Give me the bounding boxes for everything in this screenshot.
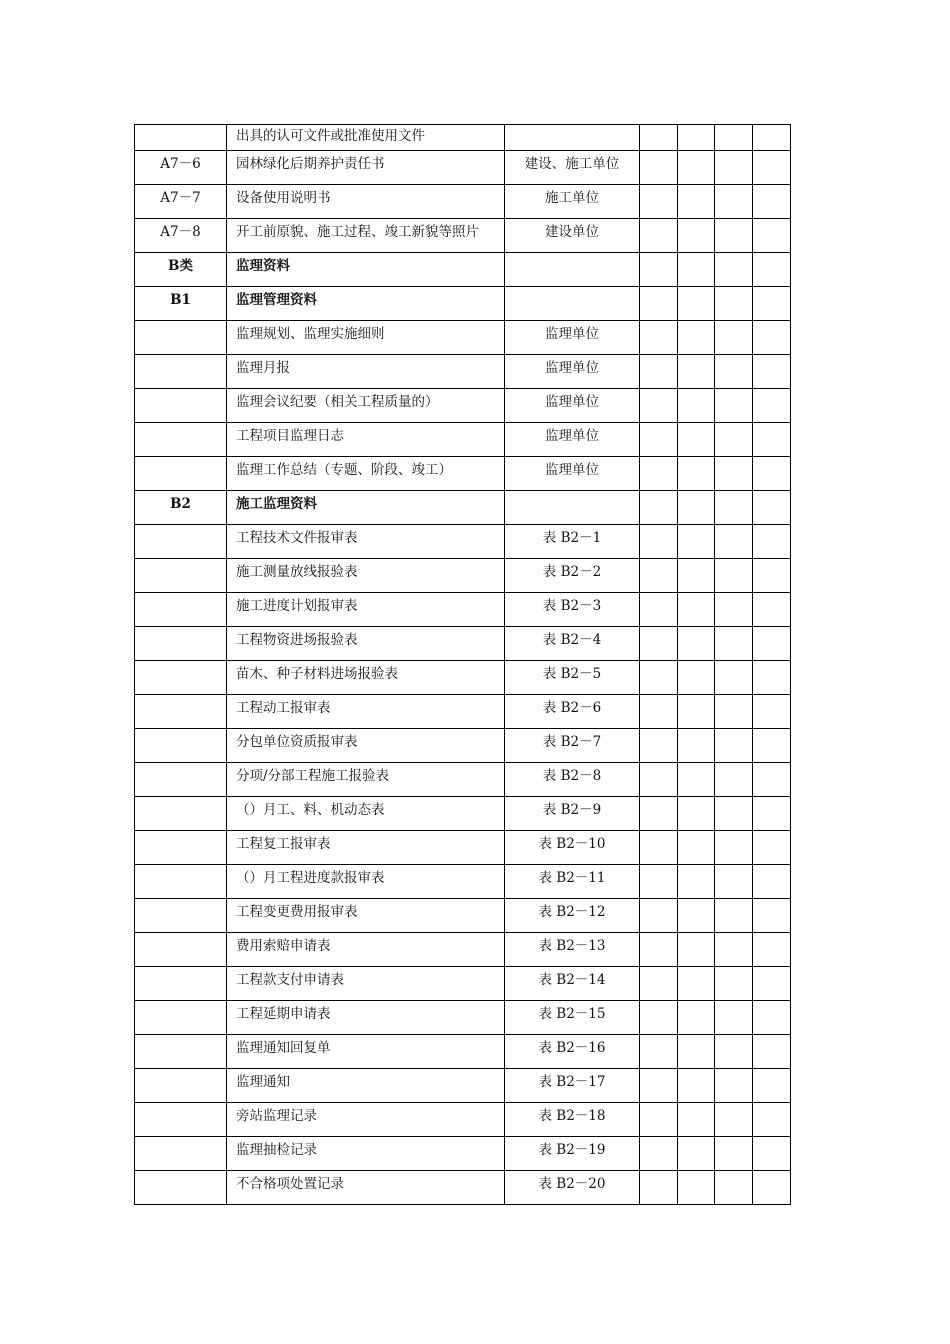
row-name-cell: 工程物资进场报验表 bbox=[227, 627, 505, 661]
row-blank-cell bbox=[715, 933, 753, 967]
row-unit-cell: 表 B2－15 bbox=[505, 1001, 640, 1035]
row-blank-cell bbox=[640, 185, 678, 219]
row-code-cell bbox=[135, 321, 227, 355]
row-name-cell: 工程变更费用报审表 bbox=[227, 899, 505, 933]
table-row bbox=[135, 287, 791, 321]
row-blank-cell bbox=[678, 729, 715, 763]
row-blank-cell bbox=[715, 253, 753, 287]
row-code-cell bbox=[135, 1171, 227, 1205]
table-row bbox=[135, 321, 791, 355]
row-unit-cell: 建设单位 bbox=[505, 219, 640, 253]
row-code-cell: A7－8 bbox=[135, 219, 227, 253]
row-code-cell: A7－7 bbox=[135, 185, 227, 219]
row-code-cell: B类 bbox=[135, 253, 227, 287]
row-blank-cell bbox=[753, 389, 791, 423]
row-blank-cell bbox=[678, 287, 715, 321]
table-row bbox=[135, 1001, 791, 1035]
row-blank-cell bbox=[715, 423, 753, 457]
row-blank-cell bbox=[715, 355, 753, 389]
row-unit-cell: 表 B2－17 bbox=[505, 1069, 640, 1103]
row-code-cell bbox=[135, 355, 227, 389]
row-name-cell: 监理管理资料 bbox=[227, 287, 505, 321]
row-name-cell: 施工进度计划报审表 bbox=[227, 593, 505, 627]
row-code-cell: B1 bbox=[135, 287, 227, 321]
row-unit-cell bbox=[505, 491, 640, 525]
row-code-cell bbox=[135, 729, 227, 763]
table-body bbox=[135, 125, 791, 1205]
row-name-cell: 工程延期申请表 bbox=[227, 1001, 505, 1035]
row-blank-cell bbox=[715, 967, 753, 1001]
row-blank-cell bbox=[678, 695, 715, 729]
row-blank-cell bbox=[715, 763, 753, 797]
row-blank-cell bbox=[753, 219, 791, 253]
row-name-cell: 监理抽检记录 bbox=[227, 1137, 505, 1171]
row-blank-cell bbox=[640, 831, 678, 865]
row-blank-cell bbox=[678, 423, 715, 457]
row-blank-cell bbox=[715, 1035, 753, 1069]
row-blank-cell bbox=[678, 1035, 715, 1069]
table-row bbox=[135, 457, 791, 491]
table-row bbox=[135, 1171, 791, 1205]
table-row bbox=[135, 627, 791, 661]
row-name-cell: 旁站监理记录 bbox=[227, 1103, 505, 1137]
table-row bbox=[135, 253, 791, 287]
row-code-cell bbox=[135, 661, 227, 695]
table-row bbox=[135, 797, 791, 831]
table-row bbox=[135, 491, 791, 525]
row-blank-cell bbox=[753, 967, 791, 1001]
row-blank-cell bbox=[715, 525, 753, 559]
row-unit-cell bbox=[505, 253, 640, 287]
row-blank-cell bbox=[715, 865, 753, 899]
row-blank-cell bbox=[678, 763, 715, 797]
table-row bbox=[135, 695, 791, 729]
row-blank-cell bbox=[715, 797, 753, 831]
row-blank-cell bbox=[640, 1171, 678, 1205]
table-row bbox=[135, 185, 791, 219]
table-row bbox=[135, 865, 791, 899]
row-blank-cell bbox=[753, 661, 791, 695]
row-name-cell: 苗木、种子材料进场报验表 bbox=[227, 661, 505, 695]
row-name-cell: 工程技术文件报审表 bbox=[227, 525, 505, 559]
row-code-cell bbox=[135, 933, 227, 967]
row-blank-cell bbox=[753, 1069, 791, 1103]
row-blank-cell bbox=[678, 525, 715, 559]
row-blank-cell bbox=[678, 1069, 715, 1103]
row-code-cell bbox=[135, 457, 227, 491]
table-row bbox=[135, 151, 791, 185]
row-blank-cell bbox=[640, 593, 678, 627]
table-row bbox=[135, 423, 791, 457]
row-name-cell: 监理规划、监理实施细则 bbox=[227, 321, 505, 355]
table-row bbox=[135, 389, 791, 423]
row-blank-cell bbox=[715, 1137, 753, 1171]
row-blank-cell bbox=[753, 423, 791, 457]
row-blank-cell bbox=[715, 1001, 753, 1035]
row-blank-cell bbox=[715, 899, 753, 933]
row-name-cell: 施工监理资料 bbox=[227, 491, 505, 525]
row-unit-cell: 表 B2－16 bbox=[505, 1035, 640, 1069]
row-code-cell bbox=[135, 525, 227, 559]
row-code-cell bbox=[135, 1103, 227, 1137]
row-blank-cell bbox=[678, 797, 715, 831]
row-blank-cell bbox=[640, 525, 678, 559]
row-unit-cell: 表 B2－2 bbox=[505, 559, 640, 593]
row-blank-cell bbox=[753, 525, 791, 559]
row-blank-cell bbox=[678, 865, 715, 899]
row-name-cell: 监理资料 bbox=[227, 253, 505, 287]
row-blank-cell bbox=[678, 1137, 715, 1171]
table-row bbox=[135, 355, 791, 389]
row-blank-cell bbox=[753, 729, 791, 763]
table-row bbox=[135, 1137, 791, 1171]
row-blank-cell bbox=[678, 831, 715, 865]
row-blank-cell bbox=[678, 457, 715, 491]
row-code-cell bbox=[135, 1069, 227, 1103]
row-code-cell bbox=[135, 1137, 227, 1171]
row-code-cell bbox=[135, 627, 227, 661]
row-name-cell: 监理通知 bbox=[227, 1069, 505, 1103]
row-blank-cell bbox=[640, 899, 678, 933]
row-blank-cell bbox=[640, 355, 678, 389]
row-blank-cell bbox=[678, 151, 715, 185]
row-blank-cell bbox=[640, 389, 678, 423]
row-name-cell: 园林绿化后期养护责任书 bbox=[227, 151, 505, 185]
row-blank-cell bbox=[753, 1035, 791, 1069]
row-blank-cell bbox=[640, 627, 678, 661]
row-blank-cell bbox=[753, 253, 791, 287]
table-row bbox=[135, 967, 791, 1001]
row-code-cell bbox=[135, 899, 227, 933]
row-blank-cell bbox=[715, 1103, 753, 1137]
row-blank-cell bbox=[678, 967, 715, 1001]
row-unit-cell: 表 B2－14 bbox=[505, 967, 640, 1001]
row-name-cell: 监理会议纪要（相关工程质量的） bbox=[227, 389, 505, 423]
row-blank-cell bbox=[753, 695, 791, 729]
row-blank-cell bbox=[715, 1171, 753, 1205]
row-blank-cell bbox=[715, 151, 753, 185]
row-unit-cell: 表 B2－18 bbox=[505, 1103, 640, 1137]
row-blank-cell bbox=[678, 627, 715, 661]
row-blank-cell bbox=[715, 389, 753, 423]
row-blank-cell bbox=[715, 185, 753, 219]
row-blank-cell bbox=[715, 559, 753, 593]
row-blank-cell bbox=[640, 1137, 678, 1171]
row-blank-cell bbox=[678, 661, 715, 695]
table-row bbox=[135, 125, 791, 151]
table-row bbox=[135, 1103, 791, 1137]
row-name-cell: 监理工作总结（专题、阶段、竣工） bbox=[227, 457, 505, 491]
row-blank-cell bbox=[678, 355, 715, 389]
row-blank-cell bbox=[678, 125, 715, 151]
row-blank-cell bbox=[640, 491, 678, 525]
table-row bbox=[135, 661, 791, 695]
row-code-cell bbox=[135, 967, 227, 1001]
row-name-cell: 监理月报 bbox=[227, 355, 505, 389]
row-code-cell bbox=[135, 695, 227, 729]
row-code-cell bbox=[135, 593, 227, 627]
row-unit-cell: 表 B2－3 bbox=[505, 593, 640, 627]
row-blank-cell bbox=[715, 219, 753, 253]
row-blank-cell bbox=[753, 865, 791, 899]
table-row bbox=[135, 1035, 791, 1069]
row-code-cell bbox=[135, 865, 227, 899]
row-blank-cell bbox=[753, 763, 791, 797]
row-blank-cell bbox=[753, 593, 791, 627]
row-blank-cell bbox=[640, 695, 678, 729]
row-blank-cell bbox=[678, 389, 715, 423]
row-unit-cell: 表 B2－5 bbox=[505, 661, 640, 695]
row-name-cell: （）月工程进度款报审表 bbox=[227, 865, 505, 899]
row-blank-cell bbox=[715, 287, 753, 321]
row-name-cell: 不合格项处置记录 bbox=[227, 1171, 505, 1205]
row-blank-cell bbox=[715, 491, 753, 525]
row-blank-cell bbox=[715, 457, 753, 491]
row-blank-cell bbox=[678, 491, 715, 525]
row-code-cell bbox=[135, 423, 227, 457]
row-blank-cell bbox=[640, 1069, 678, 1103]
row-blank-cell bbox=[753, 491, 791, 525]
table-row bbox=[135, 1069, 791, 1103]
row-blank-cell bbox=[753, 1137, 791, 1171]
row-code-cell bbox=[135, 389, 227, 423]
row-unit-cell: 表 B2－8 bbox=[505, 763, 640, 797]
row-blank-cell bbox=[753, 151, 791, 185]
row-blank-cell bbox=[678, 1171, 715, 1205]
row-blank-cell bbox=[640, 219, 678, 253]
row-code-cell bbox=[135, 559, 227, 593]
row-blank-cell bbox=[753, 1171, 791, 1205]
table-row bbox=[135, 593, 791, 627]
row-blank-cell bbox=[640, 967, 678, 1001]
row-code-cell bbox=[135, 125, 227, 151]
row-unit-cell: 施工单位 bbox=[505, 185, 640, 219]
row-unit-cell: 监理单位 bbox=[505, 321, 640, 355]
row-blank-cell bbox=[715, 125, 753, 151]
row-blank-cell bbox=[715, 661, 753, 695]
row-name-cell: 监理通知回复单 bbox=[227, 1035, 505, 1069]
row-blank-cell bbox=[753, 125, 791, 151]
table-row bbox=[135, 559, 791, 593]
row-blank-cell bbox=[678, 1001, 715, 1035]
row-name-cell: 施工测量放线报验表 bbox=[227, 559, 505, 593]
row-blank-cell bbox=[753, 185, 791, 219]
row-unit-cell: 表 B2－1 bbox=[505, 525, 640, 559]
row-unit-cell: 监理单位 bbox=[505, 389, 640, 423]
row-unit-cell: 表 B2－6 bbox=[505, 695, 640, 729]
row-unit-cell: 监理单位 bbox=[505, 355, 640, 389]
row-unit-cell: 表 B2－13 bbox=[505, 933, 640, 967]
row-unit-cell: 表 B2－19 bbox=[505, 1137, 640, 1171]
row-blank-cell bbox=[640, 865, 678, 899]
row-name-cell: 工程复工报审表 bbox=[227, 831, 505, 865]
row-code-cell bbox=[135, 797, 227, 831]
row-unit-cell: 表 B2－9 bbox=[505, 797, 640, 831]
row-blank-cell bbox=[678, 253, 715, 287]
row-blank-cell bbox=[753, 287, 791, 321]
row-name-cell: 分包单位资质报审表 bbox=[227, 729, 505, 763]
row-unit-cell bbox=[505, 287, 640, 321]
row-blank-cell bbox=[640, 1103, 678, 1137]
row-blank-cell bbox=[640, 933, 678, 967]
row-name-cell: 工程动工报审表 bbox=[227, 695, 505, 729]
row-blank-cell bbox=[753, 1001, 791, 1035]
row-code-cell: A7－6 bbox=[135, 151, 227, 185]
row-blank-cell bbox=[640, 729, 678, 763]
row-blank-cell bbox=[715, 831, 753, 865]
row-unit-cell: 表 B2－7 bbox=[505, 729, 640, 763]
row-unit-cell: 监理单位 bbox=[505, 457, 640, 491]
row-blank-cell bbox=[640, 287, 678, 321]
row-blank-cell bbox=[640, 763, 678, 797]
row-name-cell: （）月工、料、机动态表 bbox=[227, 797, 505, 831]
row-blank-cell bbox=[753, 831, 791, 865]
table-row bbox=[135, 729, 791, 763]
row-blank-cell bbox=[715, 321, 753, 355]
row-blank-cell bbox=[640, 321, 678, 355]
table-row bbox=[135, 933, 791, 967]
row-blank-cell bbox=[753, 355, 791, 389]
row-blank-cell bbox=[753, 899, 791, 933]
row-name-cell: 设备使用说明书 bbox=[227, 185, 505, 219]
row-unit-cell: 表 B2－11 bbox=[505, 865, 640, 899]
row-unit-cell: 表 B2－4 bbox=[505, 627, 640, 661]
row-blank-cell bbox=[678, 219, 715, 253]
row-blank-cell bbox=[753, 1103, 791, 1137]
row-blank-cell bbox=[640, 253, 678, 287]
row-blank-cell bbox=[715, 593, 753, 627]
row-code-cell bbox=[135, 831, 227, 865]
row-blank-cell bbox=[640, 457, 678, 491]
row-name-cell: 出具的认可文件或批准使用文件 bbox=[227, 125, 505, 151]
row-blank-cell bbox=[640, 151, 678, 185]
row-unit-cell bbox=[505, 125, 640, 151]
row-blank-cell bbox=[678, 1103, 715, 1137]
row-blank-cell bbox=[753, 559, 791, 593]
row-unit-cell: 表 B2－10 bbox=[505, 831, 640, 865]
row-blank-cell bbox=[678, 321, 715, 355]
row-code-cell bbox=[135, 763, 227, 797]
archive-index-table bbox=[134, 124, 791, 1205]
row-unit-cell: 表 B2－20 bbox=[505, 1171, 640, 1205]
row-blank-cell bbox=[640, 559, 678, 593]
table-row bbox=[135, 219, 791, 253]
row-blank-cell bbox=[640, 1001, 678, 1035]
row-blank-cell bbox=[640, 423, 678, 457]
row-blank-cell bbox=[640, 125, 678, 151]
row-blank-cell bbox=[640, 797, 678, 831]
row-blank-cell bbox=[678, 593, 715, 627]
row-blank-cell bbox=[678, 559, 715, 593]
row-blank-cell bbox=[753, 457, 791, 491]
row-name-cell: 分项/分部工程施工报验表 bbox=[227, 763, 505, 797]
row-unit-cell: 建设、施工单位 bbox=[505, 151, 640, 185]
table-row bbox=[135, 899, 791, 933]
row-blank-cell bbox=[715, 729, 753, 763]
table-row bbox=[135, 763, 791, 797]
row-blank-cell bbox=[678, 933, 715, 967]
row-name-cell: 开工前原貌、施工过程、竣工新貌等照片 bbox=[227, 219, 505, 253]
row-blank-cell bbox=[640, 661, 678, 695]
row-blank-cell bbox=[753, 627, 791, 661]
row-name-cell: 费用索赔申请表 bbox=[227, 933, 505, 967]
row-blank-cell bbox=[715, 695, 753, 729]
row-blank-cell bbox=[678, 185, 715, 219]
row-blank-cell bbox=[715, 1069, 753, 1103]
row-name-cell: 工程项目监理日志 bbox=[227, 423, 505, 457]
table-row bbox=[135, 831, 791, 865]
row-blank-cell bbox=[678, 899, 715, 933]
row-code-cell bbox=[135, 1001, 227, 1035]
row-name-cell: 工程款支付申请表 bbox=[227, 967, 505, 1001]
row-blank-cell bbox=[753, 321, 791, 355]
row-blank-cell bbox=[753, 933, 791, 967]
row-blank-cell bbox=[715, 627, 753, 661]
row-unit-cell: 表 B2－12 bbox=[505, 899, 640, 933]
row-code-cell bbox=[135, 1035, 227, 1069]
table-row bbox=[135, 525, 791, 559]
row-blank-cell bbox=[753, 797, 791, 831]
row-blank-cell bbox=[640, 1035, 678, 1069]
row-unit-cell: 监理单位 bbox=[505, 423, 640, 457]
row-code-cell: B2 bbox=[135, 491, 227, 525]
